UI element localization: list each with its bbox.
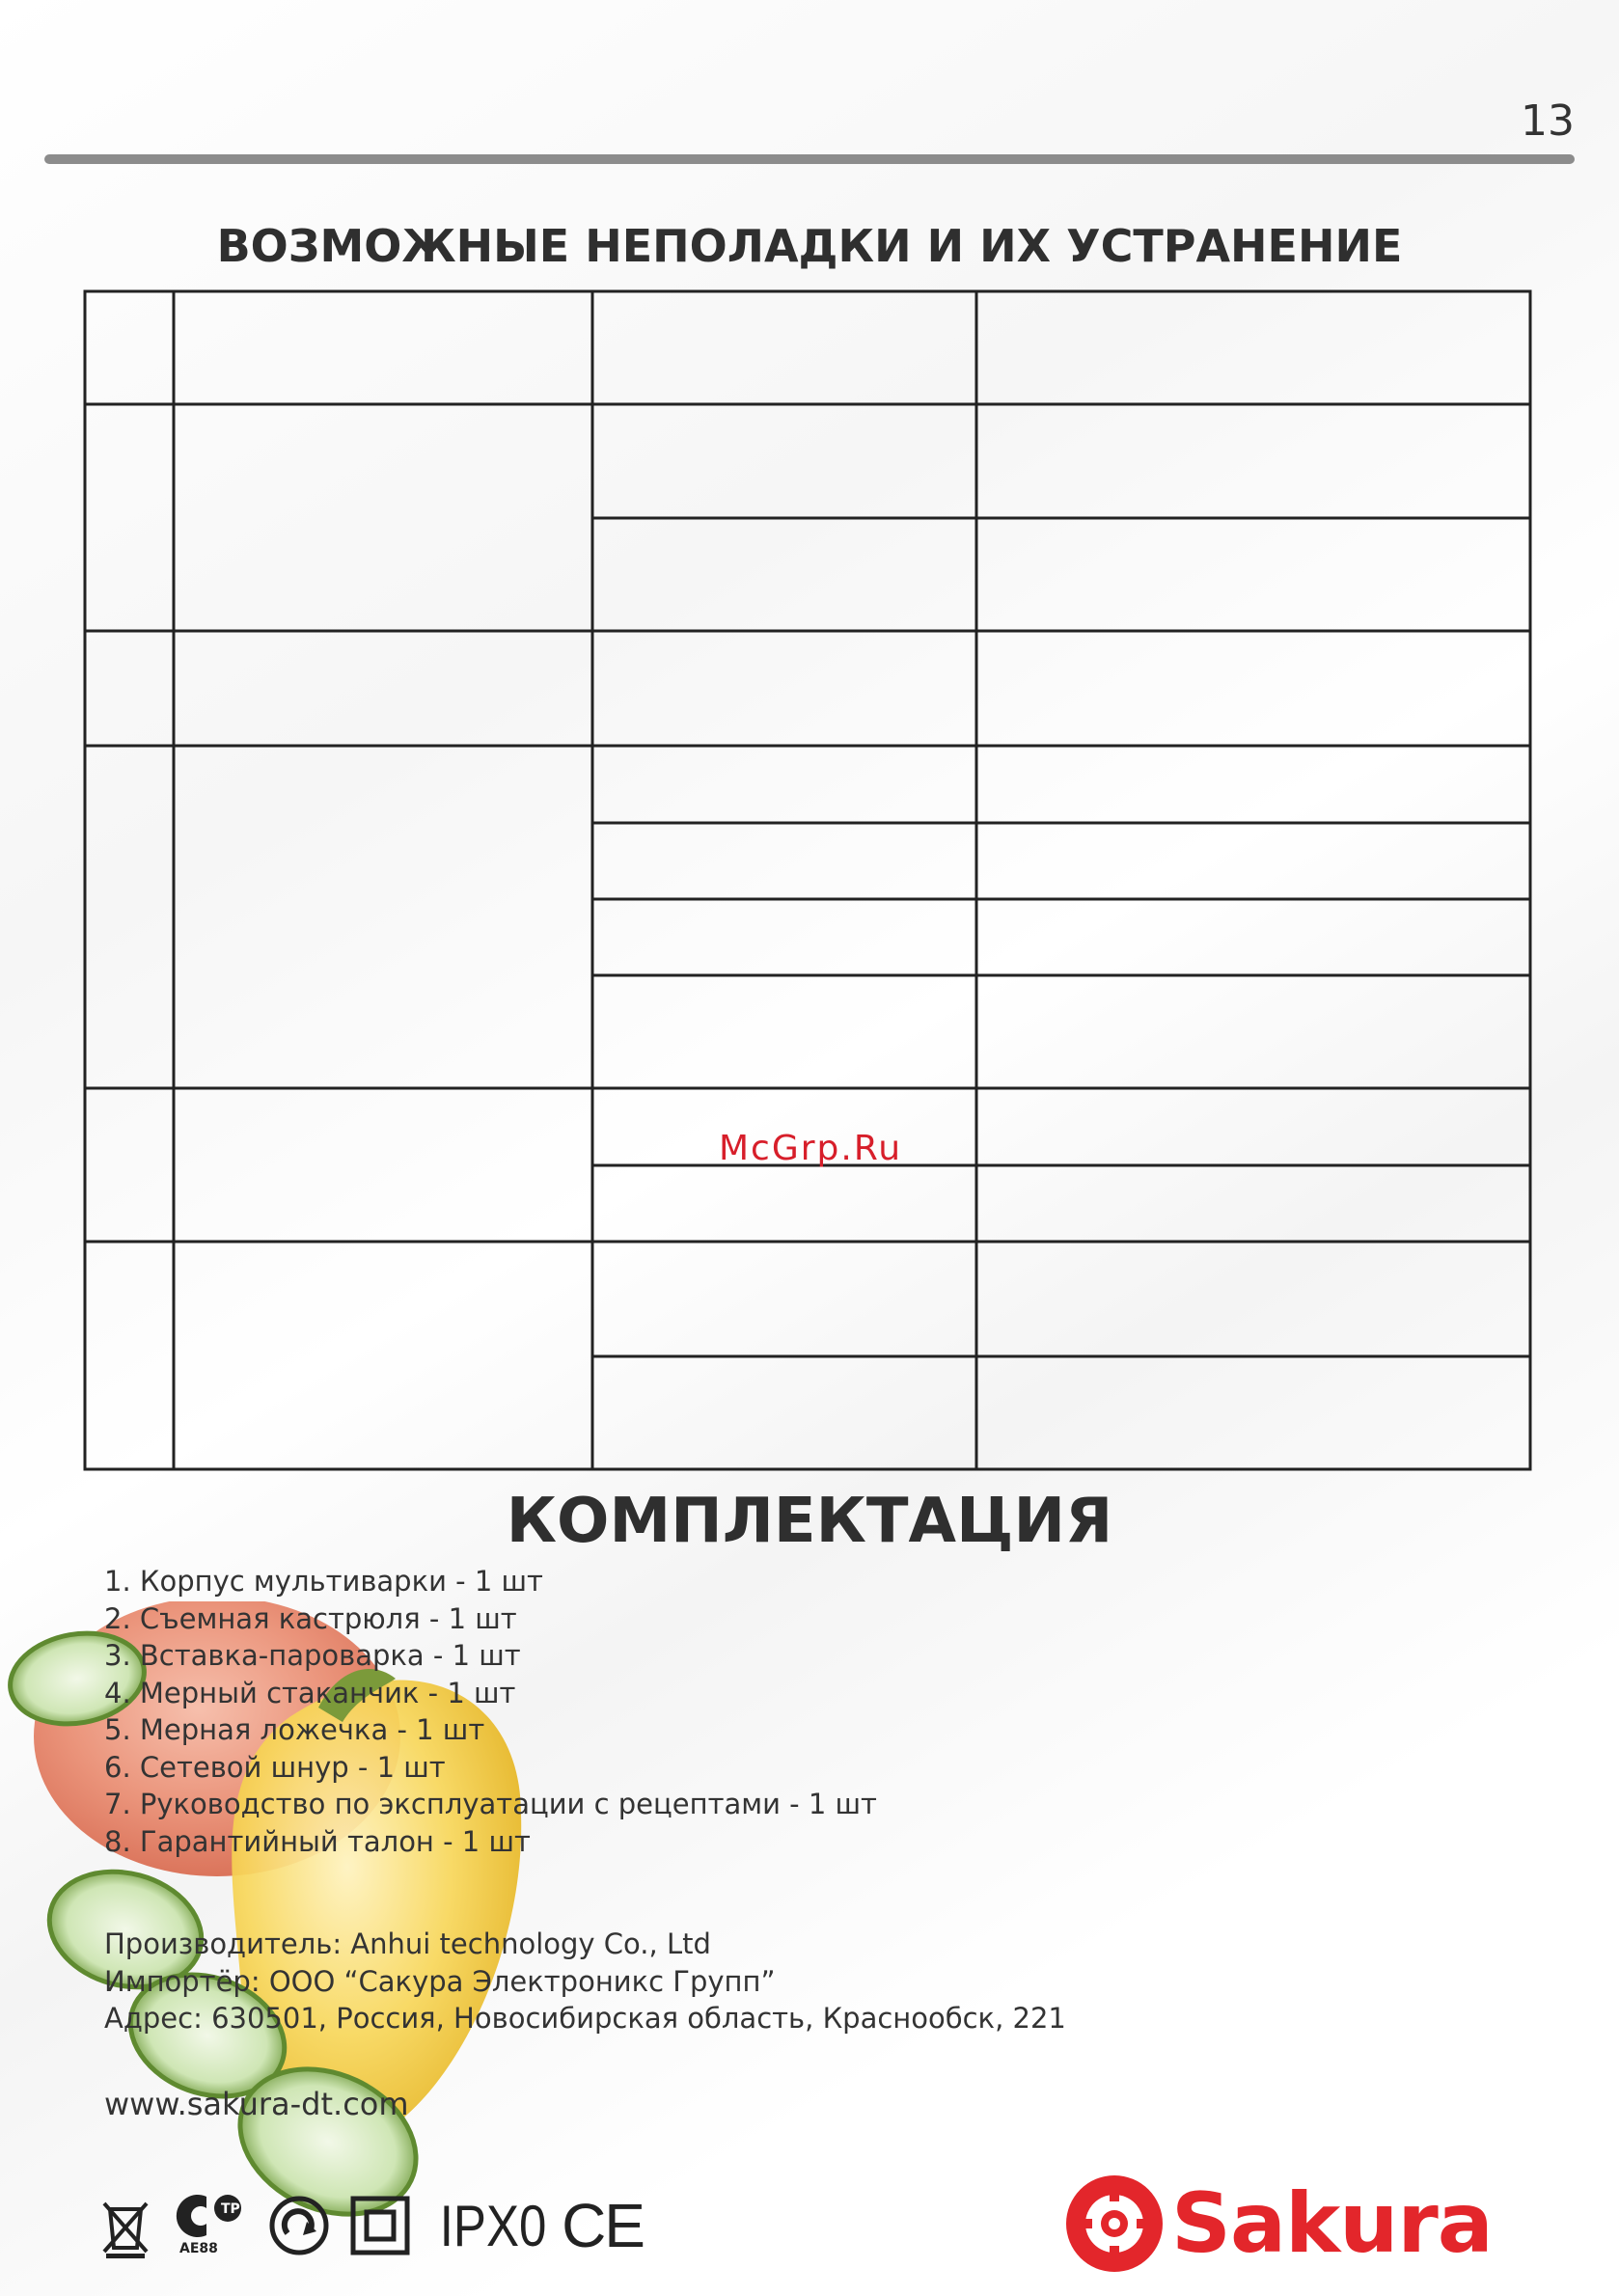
certification-marks <box>96 2190 663 2261</box>
list-item: 4. Мерный стаканчик - 1 шт <box>104 1676 516 1709</box>
producer-text: Производитель: Anhui technology Co., Ltd <box>104 1927 711 1960</box>
ipx-rating: IPX0 <box>439 2193 547 2258</box>
list-item: 3. Вставка-пароварка - 1 шт <box>104 1639 521 1672</box>
double-insulation-icon <box>349 2195 411 2256</box>
list-item: 2. Съемная кастрюля - 1 шт <box>104 1601 517 1635</box>
list-item: 7. Руководство по эксплуатации с рецептами - 1 шт <box>104 1788 877 1820</box>
eac-mark <box>174 2191 249 2260</box>
sakura-gear-icon <box>1061 2171 1167 2277</box>
brand-name: Sakura <box>1171 2175 1493 2272</box>
table-border <box>85 291 1530 1469</box>
kit-list <box>104 1563 877 1860</box>
sakura-logo <box>1061 2171 1493 2277</box>
list-item: 5. Мерная ложечка - 1 шт <box>104 1713 485 1746</box>
list-item: 1. Корпус мультиварки - 1 шт <box>104 1565 543 1598</box>
recycle-icon <box>268 2195 330 2256</box>
rostest-icon <box>174 2191 249 2241</box>
manufacturer-info <box>104 1926 1066 2037</box>
website-link[interactable]: www.sakura-dt.com <box>104 2086 409 2122</box>
weee-bin-icon <box>96 2192 154 2259</box>
list-item: 6. Сетевой шнур - 1 шт <box>104 1750 446 1784</box>
eac-code: AE88 <box>179 2241 218 2256</box>
page-number: 13 <box>1521 96 1575 146</box>
kit-title: КОМПЛЕКТАЦИЯ <box>506 1486 1113 1557</box>
importer-text: Импортёр: ООО “Сакура Электроникс Групп” <box>104 1964 776 1998</box>
troubleshooting-title: ВОЗМОЖНЫЕ НЕПОЛАДКИ И ИХ УСТРАНЕНИЕ <box>216 220 1403 272</box>
ce-mark: CE <box>562 2191 644 2260</box>
list-item: 8. Гарантийный талон - 1 шт <box>104 1824 531 1858</box>
watermark: McGrp.Ru <box>719 1129 903 1168</box>
address-text: Адрес: 630501, Россия, Новосибирская область, Краснообск, 221 <box>104 2002 1066 2035</box>
svg-text:ТР: ТР <box>221 2201 240 2217</box>
